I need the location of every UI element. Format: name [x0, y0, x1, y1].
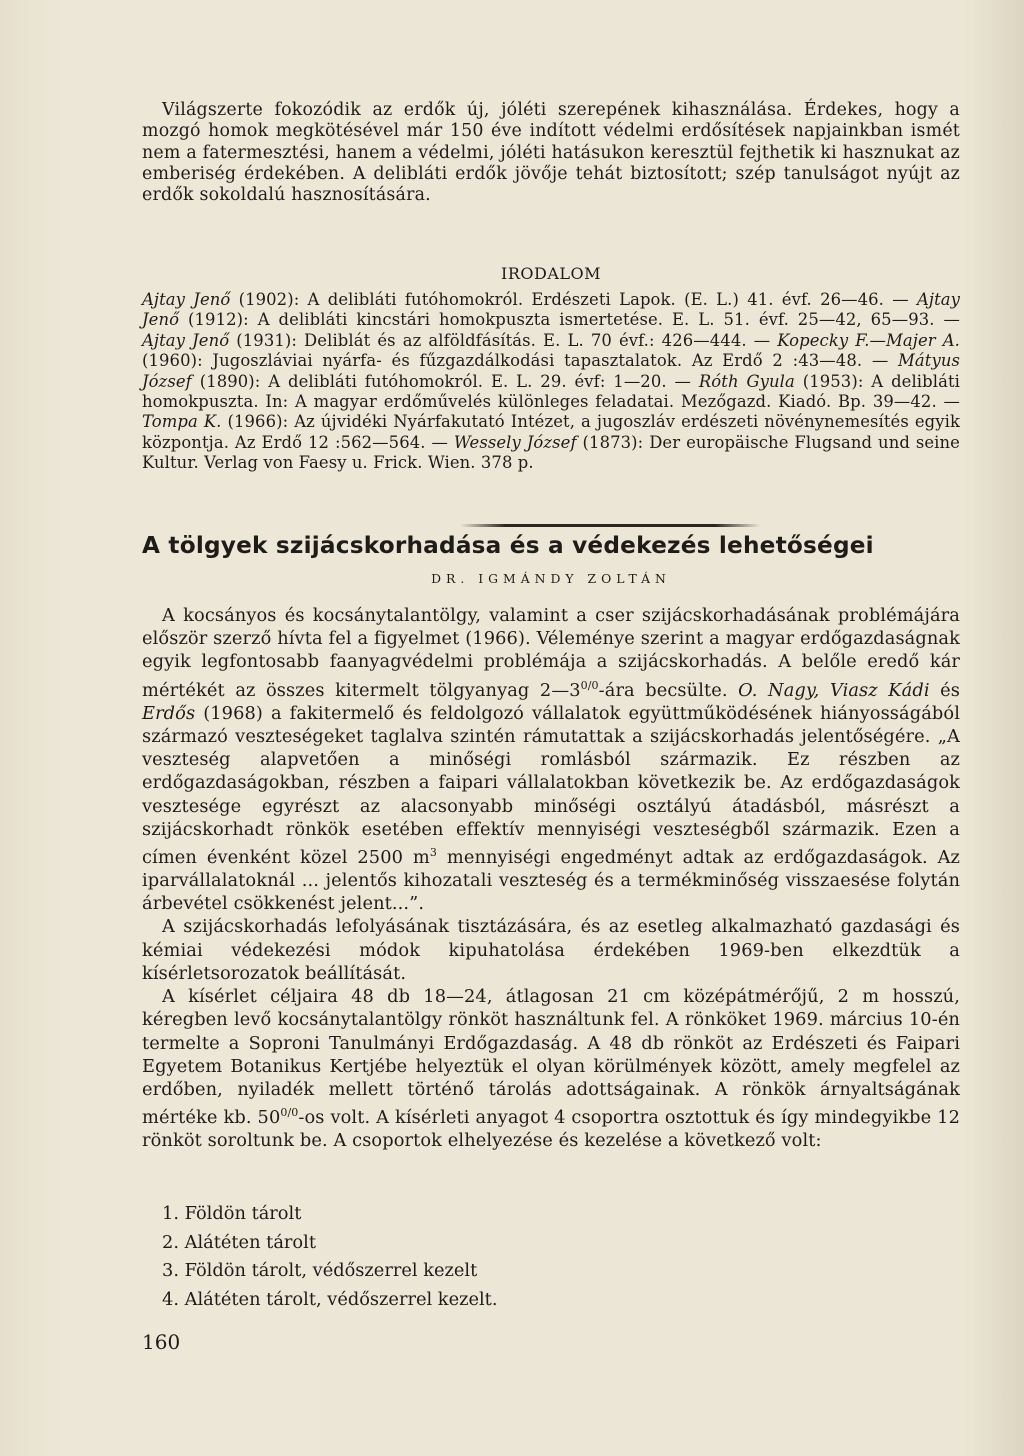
- treatment-list: [142, 1200, 960, 1314]
- text-run: (1968) a fakitermelő és feldolgozó vállalatok együttműködésének hiányosságából származó veszteségeket taglalva szintén rámutattak a szijácskorhadás jelentőségére. „A veszteség alapvetően a minőségi romlásból származik. Ez részben az erdőgazdaságokban, részben a faipari vállalatokban következik be. Az erdőgazdaságok vesztesége egyrészt az alacsonyabb minőségi osztályú átadásból, másrészt a szijácskorhadt rönkök esetében effektív mennyiségi veszteségből származik. Ezen a címen évenként közel 2500 m: [142, 702, 960, 868]
- percent-sign: 0/0: [580, 678, 599, 692]
- article-author: DR. IGMÁNDY ZOLTÁN: [431, 571, 671, 586]
- body-paragraph-2: A szijácskorhadás lefolyásának tisztázására, és az esetleg alkalmazható gazdasági és kémiai védekezési módok kipuhatolása érdekében 1969-ben elkezdtük a kísérletsorozatok beállítását.: [142, 916, 960, 984]
- ref-text: (1912): A delibláti kincstári homokpuszta ismertetése. E. L. 51. évf. 25—42, 65—93. —: [179, 310, 960, 330]
- ref-author: Wessely József: [453, 432, 577, 452]
- ref-author: Róth Gyula: [698, 371, 795, 391]
- article-title: A tölgyek szijácskorhadása és a védekezés lehetőségei: [142, 532, 874, 559]
- intro-text: Világszerte fokozódik az erdők új, jóléti szerepének kihasználása. Érdekes, hogy a mozgó homok megkötésével már 150 éve indított védelmi erdősítések napjainkban ismét nem a fatermesztési, hanem a védelmi, jóléti hatásukon keresztül fejthetik ki hasznukat az emberiség érdekében. A delibláti erdők jövője tehát biztosított; szép tanulságot nyújt az erdők sokoldalú hasznosítására.: [142, 100, 960, 206]
- section-divider: [460, 524, 760, 527]
- ref-author: Tompa K.: [142, 412, 222, 432]
- cited-author: Erdős: [142, 702, 196, 724]
- ref-text: (1873): Der europäische Flugsand und seine Kultur. Verlag von Faesy u. Frick. Wien. 378 p.: [142, 432, 960, 473]
- references-paragraph: [142, 290, 960, 474]
- text-run: -os volt. A kísérleti anyagot 4 csoportra osztottuk és így mindegyikbe 12 rönköt soroltunk be. A csoportok elhelyezése és kezelése a következő volt:: [142, 1107, 961, 1152]
- ref-text: (1966): Az újvidéki Nyárfakutató Intézet, a jugoszláv erdészeti növénynemesítés egyik központja. Az Erdő 12 :562—564. —: [142, 412, 960, 452]
- literature-references: [142, 290, 960, 474]
- text-run: -ára becsülte.: [598, 679, 739, 701]
- ref-text: (1960): Jugoszláviai nyárfa- és fűzgazdálkodási tapasztalatok. Az Erdő 2 :43—48. —: [142, 351, 899, 371]
- cited-authors: O. Nagy, Viasz Kádi: [738, 679, 930, 701]
- ref-text: (1890): A delibláti futóhomokról. E. L. 29. évf: 1—20. —: [191, 371, 699, 391]
- article-body: [142, 604, 960, 1152]
- text-run: mennyiségi engedményt adtak az erdőgazdaságok. Az iparvállalatoknál ... jelentős kihozatali veszteség és a termékminőség visszaesése folytán árbevétel csökkenést jelent...”.: [142, 846, 960, 915]
- text-run: A kísérlet céljaira 48 db 18—24, átlagosan 21 cm középátmérőjű, 2 m hosszú, kéregben levő kocsánytalantölgy rönköt használtunk fel. A rönköket 1969. március 10-én termelte a Soproni Tanulmányi Erdőgazdaság. A 48 db rönköt az Erdészeti és Faipari Egyetem Botanikus Kertjébe helyeztük el olyan körülmények között, amely megfelel az erdőben, nyiladék mellett történő tárolás adottságainak. A rönkök árnyaltságának mértéke kb. 50: [142, 986, 960, 1129]
- list-item: 3. Földön tárolt, védőszerrel kezelt: [162, 1260, 478, 1282]
- list-item: 4. Alátéten tárolt, védőszerrel kezelt.: [162, 1288, 498, 1310]
- intro-paragraph: [142, 100, 960, 206]
- list-item: 2. Alátéten tárolt: [162, 1231, 316, 1253]
- list-item: 1. Földön tárolt: [162, 1203, 302, 1224]
- ref-text: (1902): A delibláti futóhomokról. Erdészeti Lapok. (E. L.) 41. évf. 26—46. —: [230, 290, 917, 309]
- ref-text: (1953): A delibláti homokpuszta. In: A magyar erdőművelés különleges feladatai. Mezőgazd. Kiadó. Bp. 39—42. —: [142, 371, 960, 412]
- ref-text: (1931): Deliblát és az alföldfásítás. E. L. 70 évf.: 426—444. —: [229, 330, 778, 350]
- page-number: 160: [142, 1330, 181, 1354]
- cubic-superscript: 3: [429, 845, 437, 859]
- ref-author: Kopecky F.—Majer A.: [777, 330, 960, 350]
- ref-author: Ajtay Jenő: [142, 290, 960, 330]
- literature-heading: IRODALOM: [501, 264, 601, 283]
- body-paragraph-1: [142, 604, 960, 915]
- ref-author: Mátyus József: [142, 351, 960, 391]
- ref-author: Ajtay Jenő: [142, 290, 231, 309]
- body-paragraph-3: [142, 985, 960, 1152]
- ref-author: Ajtay Jenő: [142, 330, 230, 350]
- text-run: és: [929, 679, 960, 701]
- text-run: A kocsányos és kocsánytalantölgy, valamint a cser szijácskorhadásának problémájára először szerző hívta fel a figyelmet (1966). Véleménye szerint a magyar erdőgazdaságnak egyik legfontosabb faanyagvédelmi problémája a szijácskorhadás. A belőle eredő kár mértékét az összes kitermelt tölgyanyag 2—3: [142, 605, 960, 701]
- percent-sign: 0/0: [280, 1106, 299, 1120]
